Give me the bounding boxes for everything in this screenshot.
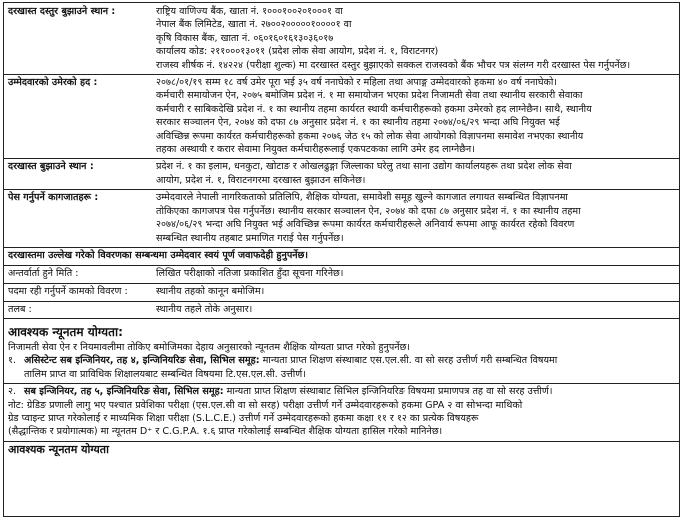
submission-place-label: दरखास्त बुझाउने स्थान : — [8, 161, 94, 173]
job-description-value: स्थानीय तहको कानून बमोजिम। — [156, 285, 265, 297]
divider — [4, 74, 679, 75]
job-description-row — [4, 285, 679, 299]
submission-place-value — [156, 160, 675, 187]
item-text: मान्यता प्राप्त शिक्षण संस्थाबाट एस.एल.सी. वा सो सरह उत्तीर्ण गरी सम्बन्धित विषयमा — [259, 355, 558, 367]
documents-row — [4, 191, 679, 245]
documents-line: २०७४/०६/२९ भन्दा अघि नियुक्त भई अविच्छिन्न रूपमा कार्यरत कर्मचारीहरूले अनिवार्य रूपमा आफू कार्यरत रहेको विवरण — [156, 219, 575, 231]
divider — [4, 189, 679, 190]
age-line: २०७८/०१/१९ सम्म १८ वर्ष उमेर पूरा भई ३५ वर्ष ननाघेको र महिला तथा अपाङ्ग उम्मेदवारको हकमा ४० वर्ष ननाघेको। — [156, 77, 557, 89]
age-limit-value — [156, 76, 675, 156]
age-line: कर्मचारी र साबिकदेखि प्रदेश नं. १ का स्थानीय तहमा कार्यरत स्थायी कर्मचारीहरूको हकमा उमेरको हद लाग्नेछैन। साथै, स्थानीय — [156, 103, 592, 115]
item-lead: सब इन्जिनियर, तह ५, इन्जिनियरिङ सेवा, सिभिल समूह: — [24, 386, 224, 398]
age-line: अविच्छिन्न रूपमा कार्यरत कर्मचारीहरूको हकमा २०७६ जेठ १५ को लोक सेवा आयोगको विज्ञापनमा समावेश नभएका स्थानीय — [156, 130, 584, 142]
age-limit-row — [4, 76, 679, 156]
salary-label: तलब : — [8, 303, 32, 315]
age-line: सरकार सञ्चालन ऐन, २०७४ को दफा ८७ अनुसार प्रदेश नं. १ का स्थानीय तहमा २०७४/०६/२९ भन्दा अघि नियुक्त भई — [156, 117, 560, 129]
documents-line: उम्मेदवारले नेपाली नागरिकताको प्रतिलिपि, शैक्षिक योग्यता, समावेशी समूह खुल्ने कागजात लगायत सम्बन्धित विज्ञापनमा — [156, 192, 568, 204]
interview-date-value: लिखित परीक्षाको नतिजा प्रकाशित हुँदा सूचना गरिनेछ। — [156, 267, 344, 279]
divider — [4, 383, 679, 384]
divider — [4, 283, 679, 284]
divider — [4, 318, 679, 319]
divider — [4, 158, 679, 159]
age-line: तहका अस्थायी र करार सेवामा नियुक्त कर्मचारीहरूलाई एकपटकका लागि उमेर हद लाग्नेछैन। — [156, 144, 475, 156]
documents-label: पेस गर्नुपर्ने कागजातहरू : — [8, 192, 99, 204]
interview-date-label: अन्तर्वार्ता हुने मिति : — [8, 267, 79, 279]
fee-line: कार्यालय कोड: २११०००१३०११ (प्रदेश लोक सेवा आयोग, प्रदेश नं. १, विराटनगर) — [156, 46, 439, 58]
grading-note — [4, 399, 679, 439]
fee-line: राष्ट्रिय वाणिज्य बैंक, खाता नं. १०००१००२०१०००१ वा — [156, 6, 343, 17]
divider — [4, 265, 679, 266]
qualification-item — [4, 354, 679, 381]
fee-line: नेपाल बैंक लिमिटेड, खाता नं. २७००२०००००१००००१ वा — [156, 19, 352, 31]
fee-deposit-value — [156, 5, 675, 59]
salary-value: स्थानीय तहले तोके अनुसार। — [156, 303, 253, 315]
documents-line: सम्बन्धित स्थानीय तहबाट प्रमाणित गराई पेस गर्नुपर्नेछ। — [156, 232, 344, 244]
note-line: ग्रेड प्वाइन्ट प्राप्त गरेकोलाई र माध्यमिक शिक्षा परीक्षा (S.L.C.E.) उत्तीर्ण गर्ने उम्मेदवारहरूको हकमा कक्षा ११ र १२ का प्रत्येक विषयहरू — [8, 412, 479, 424]
age-line: कर्मचारी समायोजन ऐन, २०७५ बमोजिम प्रदेश नं. १ मा समायोजन भएका प्रदेश निजामती सेवा तथा स्थानीय सरकारी सेवाका — [156, 90, 583, 102]
item-body — [24, 354, 675, 381]
next-section-heading-cut: आवश्यक न्यूनतम योग्यता — [8, 442, 109, 456]
item-number: १. — [8, 355, 17, 367]
fee-deposit-row — [4, 5, 679, 59]
item-body — [24, 385, 675, 398]
qualification-item — [4, 385, 679, 398]
documents-value — [156, 191, 675, 245]
qualification-intro: निजामती सेवा ऐन र नियमावलीमा तोकिए बमोजिमका देहाय अनुसारको न्यूनतम शैक्षिक योग्यता प्राप्त गरेको हुनुपर्नेछ। — [8, 341, 410, 353]
divider — [4, 441, 679, 442]
notice-sections — [4, 3, 679, 248]
divider — [4, 247, 679, 248]
item-number: २. — [8, 386, 17, 398]
qualification-heading: आवश्यक न्यूनतम योग्यता: — [8, 324, 123, 339]
fee-revenue-line: राजस्व शीर्षक नं. १४२२४ (परीक्षा शुल्क) मा दरखास्त दस्तुर बुझाएको सक्कल राजस्वको बैंक भौचर पत्र संलग्न गरी दरखास्त पेस गर्नुपर्नेछ। — [156, 59, 631, 71]
item-text: मान्यता प्राप्त शिक्षण संस्थाबाट सिभिल इन्जिनियरिङ विषयमा प्रमाणपत्र तह वा सो सरह उत्तीर्ण। — [223, 386, 553, 398]
item-lead: असिस्टेन्ट सब इन्जिनियर, तह ४, इन्जिनियरिङ सेवा, सिभिल समूह: — [24, 355, 260, 367]
age-limit-label: उम्मेदवारको उमेरको हद : — [8, 77, 98, 89]
responsibility-disclaimer: दरखास्तमा उल्लेख गरेको विवरणका सम्बन्धमा उम्मेदवार स्वयं पूर्ण जवाफदेही हुनुपर्नेछ। — [8, 249, 308, 261]
divider — [4, 301, 679, 302]
salary-row — [4, 303, 679, 317]
notice-page — [3, 2, 680, 517]
note-line: नोट: ग्रेडिङ प्रणाली लागु भए पश्चात प्रवेशिका परीक्षा (एस.एल.सी वा सो सरह) परीक्षा उत्तीर्ण गर्ने उम्मेदवारहरूको हकमा GPA २ वा सोभन्दा माथिको — [8, 399, 523, 411]
submission-place-row — [4, 160, 679, 187]
fee-line: कृषि विकास बैंक, खाता नं. ०६०१६०१६१३०३६०१७ — [156, 32, 334, 44]
place-line: प्रदेश नं. १ का इलाम, धनकुटा, खोटाङ र ओखलढुङ्गा जिल्लाका घरेलु तथा साना उद्योग कार्यालयहरू तथा प्रदेश लोक सेवा — [156, 161, 572, 173]
item-continuation: तालिम प्राप्त वा प्राविधिक शिक्षालयबाट सम्बन्धित विषयमा टि.एस.एल.सी. उत्तीर्ण। — [24, 368, 306, 380]
place-line: आयोग, प्रदेश नं. १, विराटनगरमा दरखास्त बुझाउन सकिनेछ। — [156, 174, 366, 186]
fee-deposit-label: दरखास्त दस्तुर बुझाउने स्थान : — [8, 6, 116, 17]
note-line: (सैद्धान्तिक र प्रयोगात्मक) मा न्यूनतम D⁺ र C.G.P.A. १.६ प्राप्त गरेकोलाई सम्बन्धित शैक्षिक योग्यता हासिल गरेको मानिनेछ। — [8, 426, 443, 438]
interview-date-row — [4, 267, 679, 281]
documents-line: तोकिएका कागजपत्र पेस गर्नुपर्नेछ। स्थानीय सरकार सञ्चालन ऐन, २०७४ को दफा ८७ अनुसार प्रदेश नं. १ का स्थानीय तहमा — [156, 205, 581, 217]
job-description-label: पदमा रही गर्नुपर्ने कामको विवरण : — [8, 285, 128, 297]
